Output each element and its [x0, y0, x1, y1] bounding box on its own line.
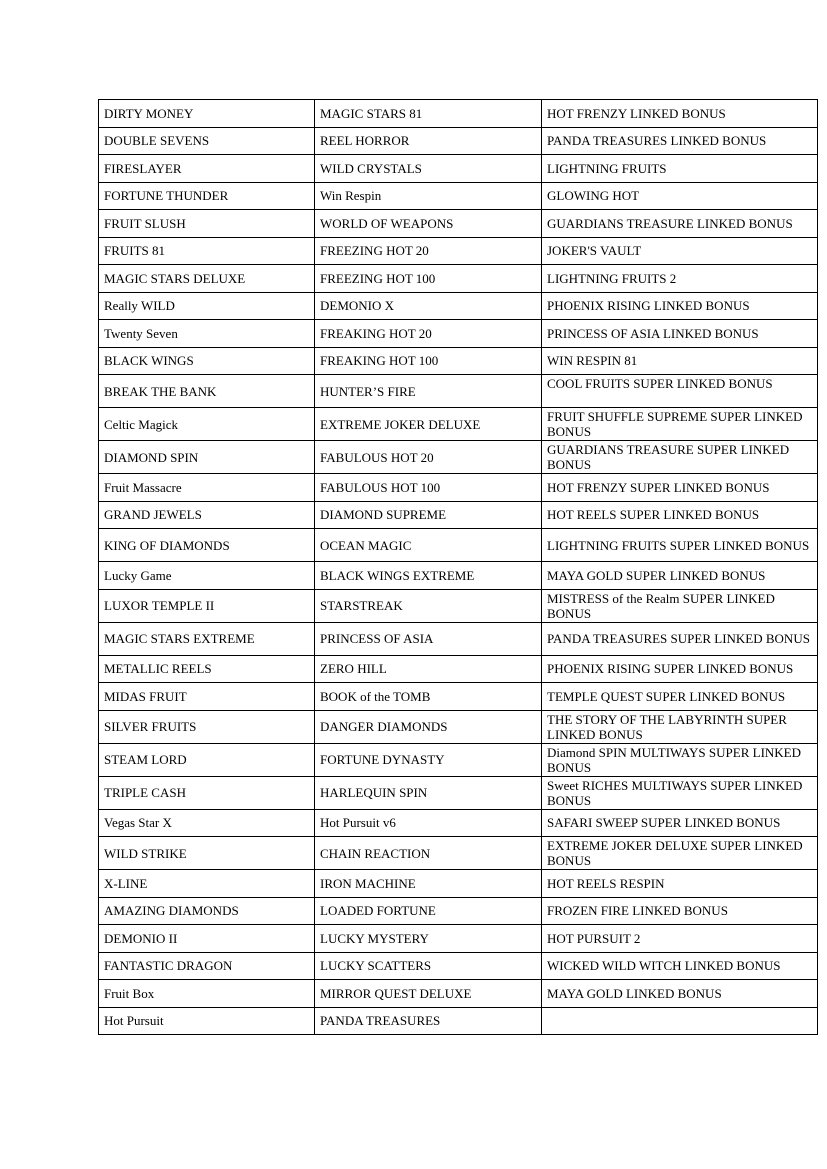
table-cell: JOKER'S VAULT — [542, 237, 818, 265]
games-table — [98, 99, 818, 1035]
table-cell: REEL HORROR — [315, 127, 542, 155]
table-cell: STEAM LORD — [99, 743, 315, 776]
table-cell: Celtic Magick — [99, 408, 315, 441]
table-cell: SAFARI SWEEP SUPER LINKED BONUS — [542, 809, 818, 837]
table-cell: GUARDIANS TREASURE LINKED BONUS — [542, 210, 818, 238]
table-cell: BLACK WINGS — [99, 347, 315, 375]
table-row — [99, 743, 818, 776]
table-cell: FREEZING HOT 20 — [315, 237, 542, 265]
table-cell: Hot Pursuit — [99, 1007, 315, 1035]
table-cell: WILD STRIKE — [99, 837, 315, 870]
table-cell: PRINCESS OF ASIA — [315, 622, 542, 655]
table-cell: STARSTREAK — [315, 589, 542, 622]
table-cell: LIGHTNING FRUITS 2 — [542, 265, 818, 293]
table-cell: Win Respin — [315, 182, 542, 210]
table-cell: CHAIN REACTION — [315, 837, 542, 870]
table-cell: THE STORY OF THE LABYRINTH SUPER LINKED BONUS — [542, 710, 818, 743]
table-cell: MIRROR QUEST DELUXE — [315, 980, 542, 1008]
table-row — [99, 622, 818, 655]
table-row — [99, 952, 818, 980]
table-cell: LUCKY MYSTERY — [315, 925, 542, 953]
table-cell: Lucky Game — [99, 562, 315, 590]
table-cell: Fruit Massacre — [99, 474, 315, 502]
table-cell: HOT FRENZY SUPER LINKED BONUS — [542, 474, 818, 502]
table-row — [99, 980, 818, 1008]
table-cell: DEMONIO X — [315, 292, 542, 320]
table-row — [99, 529, 818, 562]
table-cell: LIGHTNING FRUITS — [542, 155, 818, 183]
table-cell: Fruit Box — [99, 980, 315, 1008]
table-row — [99, 655, 818, 683]
table-cell: FORTUNE DYNASTY — [315, 743, 542, 776]
table-cell: MISTRESS of the Realm SUPER LINKED BONUS — [542, 589, 818, 622]
table-cell: MAGIC STARS EXTREME — [99, 622, 315, 655]
table-cell: LUXOR TEMPLE II — [99, 589, 315, 622]
table-row — [99, 182, 818, 210]
table-row — [99, 408, 818, 441]
table-cell: HUNTER’S FIRE — [315, 375, 542, 408]
table-row — [99, 347, 818, 375]
table-cell: Hot Pursuit v6 — [315, 809, 542, 837]
table-row — [99, 501, 818, 529]
table-cell: FORTUNE THUNDER — [99, 182, 315, 210]
table-row — [99, 265, 818, 293]
table-cell: BLACK WINGS EXTREME — [315, 562, 542, 590]
table-cell: GRAND JEWELS — [99, 501, 315, 529]
table-cell: PANDA TREASURES LINKED BONUS — [542, 127, 818, 155]
table-cell: HOT FRENZY LINKED BONUS — [542, 100, 818, 128]
table-cell: TRIPLE CASH — [99, 776, 315, 809]
table-row — [99, 100, 818, 128]
table-cell: MIDAS FRUIT — [99, 683, 315, 711]
table-cell — [542, 1007, 818, 1035]
table-row — [99, 155, 818, 183]
table-cell: DOUBLE SEVENS — [99, 127, 315, 155]
table-row — [99, 210, 818, 238]
table-cell: KING OF DIAMONDS — [99, 529, 315, 562]
table-row — [99, 474, 818, 502]
table-cell: DIAMOND SUPREME — [315, 501, 542, 529]
table-cell: MAGIC STARS DELUXE — [99, 265, 315, 293]
table-cell: HOT REELS RESPIN — [542, 870, 818, 898]
table-cell: FREEZING HOT 100 — [315, 265, 542, 293]
table-cell: Sweet RICHES MULTIWAYS SUPER LINKED BONUS — [542, 776, 818, 809]
table-cell: DIRTY MONEY — [99, 100, 315, 128]
table-cell: DEMONIO II — [99, 925, 315, 953]
table-row — [99, 237, 818, 265]
table-cell: FREAKING HOT 20 — [315, 320, 542, 348]
table-cell: BREAK THE BANK — [99, 375, 315, 408]
table-row — [99, 683, 818, 711]
table-row — [99, 809, 818, 837]
table-cell: Twenty Seven — [99, 320, 315, 348]
table-cell: BOOK of the TOMB — [315, 683, 542, 711]
table-cell: LUCKY SCATTERS — [315, 952, 542, 980]
table-cell: EXTREME JOKER DELUXE SUPER LINKED BONUS — [542, 837, 818, 870]
table-cell: HOT REELS SUPER LINKED BONUS — [542, 501, 818, 529]
table-cell: Diamond SPIN MULTIWAYS SUPER LINKED BONUS — [542, 743, 818, 776]
table-cell: PANDA TREASURES SUPER LINKED BONUS — [542, 622, 818, 655]
table-cell: COOL FRUITS SUPER LINKED BONUS — [542, 375, 818, 408]
table-cell: ZERO HILL — [315, 655, 542, 683]
table-cell: WICKED WILD WITCH LINKED BONUS — [542, 952, 818, 980]
table-cell: MAYA GOLD LINKED BONUS — [542, 980, 818, 1008]
table-cell: FIRESLAYER — [99, 155, 315, 183]
table-row — [99, 925, 818, 953]
table-cell: FABULOUS HOT 100 — [315, 474, 542, 502]
table-cell: FRUITS 81 — [99, 237, 315, 265]
table-cell: X-LINE — [99, 870, 315, 898]
table-cell: FROZEN FIRE LINKED BONUS — [542, 897, 818, 925]
table-cell: FRUIT SLUSH — [99, 210, 315, 238]
table-cell: SILVER FRUITS — [99, 710, 315, 743]
table-row — [99, 710, 818, 743]
table-cell: EXTREME JOKER DELUXE — [315, 408, 542, 441]
table-row — [99, 441, 818, 474]
table-row — [99, 562, 818, 590]
table-cell: HOT PURSUIT 2 — [542, 925, 818, 953]
table-cell: Vegas Star X — [99, 809, 315, 837]
table-cell: HARLEQUIN SPIN — [315, 776, 542, 809]
table-cell: GUARDIANS TREASURE SUPER LINKED BONUS — [542, 441, 818, 474]
table-cell: METALLIC REELS — [99, 655, 315, 683]
table-cell: LOADED FORTUNE — [315, 897, 542, 925]
table-cell: MAYA GOLD SUPER LINKED BONUS — [542, 562, 818, 590]
table-cell: DIAMOND SPIN — [99, 441, 315, 474]
table-cell: FRUIT SHUFFLE SUPREME SUPER LINKED BONUS — [542, 408, 818, 441]
table-cell: WILD CRYSTALS — [315, 155, 542, 183]
table-cell: LIGHTNING FRUITS SUPER LINKED BONUS — [542, 529, 818, 562]
table-cell: TEMPLE QUEST SUPER LINKED BONUS — [542, 683, 818, 711]
table-cell: FANTASTIC DRAGON — [99, 952, 315, 980]
table-row — [99, 776, 818, 809]
table-row — [99, 127, 818, 155]
table-row — [99, 320, 818, 348]
table-row — [99, 375, 818, 408]
table-cell: WORLD OF WEAPONS — [315, 210, 542, 238]
table-cell: Really WILD — [99, 292, 315, 320]
table-row — [99, 1007, 818, 1035]
table-row — [99, 897, 818, 925]
table-cell: AMAZING DIAMONDS — [99, 897, 315, 925]
table-row — [99, 292, 818, 320]
table-cell: PRINCESS OF ASIA LINKED BONUS — [542, 320, 818, 348]
table-row — [99, 870, 818, 898]
table-cell: GLOWING HOT — [542, 182, 818, 210]
table-cell: OCEAN MAGIC — [315, 529, 542, 562]
table-cell: IRON MACHINE — [315, 870, 542, 898]
table-cell: PHOENIX RISING LINKED BONUS — [542, 292, 818, 320]
table-cell: FABULOUS HOT 20 — [315, 441, 542, 474]
table-row — [99, 837, 818, 870]
table-cell: MAGIC STARS 81 — [315, 100, 542, 128]
table-cell: PHOENIX RISING SUPER LINKED BONUS — [542, 655, 818, 683]
table-cell: PANDA TREASURES — [315, 1007, 542, 1035]
table-cell: FREAKING HOT 100 — [315, 347, 542, 375]
table-cell: WIN RESPIN 81 — [542, 347, 818, 375]
table-row — [99, 589, 818, 622]
table-cell: DANGER DIAMONDS — [315, 710, 542, 743]
